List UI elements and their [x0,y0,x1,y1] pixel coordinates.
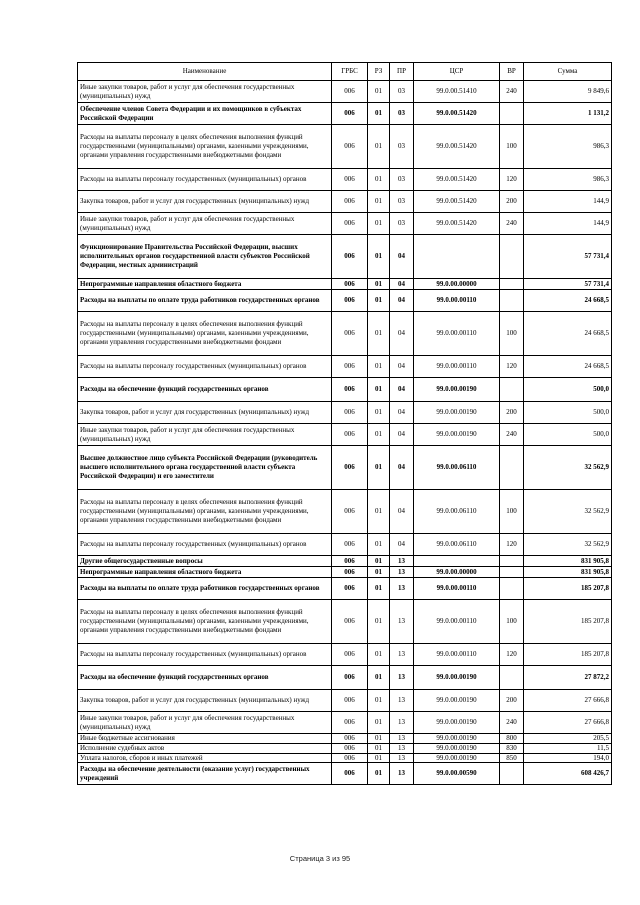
cell-pr: 03 [390,213,414,235]
cell-csr: 99.0.00.51420 [414,191,500,213]
cell-sum: 185 207,8 [524,578,612,600]
cell-sum: 500,0 [524,402,612,424]
cell-pr: 13 [390,666,414,690]
cell-csr: 99.0.00.06110 [414,446,500,490]
cell-pr: 04 [390,235,414,279]
table-body [78,81,612,785]
cell-rz: 01 [368,191,390,213]
cell-name: Расходы на выплаты персоналу государственных (муниципальных) органов [78,644,332,666]
cell-csr: 99.0.00.00110 [414,644,500,666]
cell-grbs: 006 [332,312,368,356]
cell-pr: 03 [390,125,414,169]
table-row [78,753,612,763]
cell-name: Закупка товаров, работ и услуг для государственных (муниципальных) нужд [78,402,332,424]
cell-vr [500,279,524,290]
cell-vr: 800 [500,734,524,744]
cell-grbs: 006 [332,490,368,534]
cell-grbs: 006 [332,356,368,378]
table-row [78,690,612,712]
cell-vr: 200 [500,191,524,213]
cell-vr: 240 [500,712,524,734]
cell-rz: 01 [368,356,390,378]
cell-rz: 01 [368,103,390,125]
cell-rz: 01 [368,235,390,279]
cell-sum: 9 849,6 [524,81,612,103]
cell-vr: 120 [500,356,524,378]
header-rz: РЗ [368,63,390,81]
table-row [78,556,612,567]
table-row [78,712,612,734]
cell-vr: 240 [500,81,524,103]
cell-pr: 03 [390,191,414,213]
cell-name: Расходы на обеспечение деятельности (оказание услуг) государственных учреждений [78,763,332,785]
cell-rz: 01 [368,567,390,578]
cell-vr [500,578,524,600]
cell-vr: 830 [500,743,524,753]
cell-pr: 04 [390,534,414,556]
cell-name: Расходы на выплаты персоналу государственных (муниципальных) органов [78,356,332,378]
cell-sum: 205,5 [524,734,612,744]
cell-grbs: 006 [332,753,368,763]
cell-vr [500,378,524,402]
cell-csr: 99.0.00.00190 [414,402,500,424]
table-row [78,567,612,578]
cell-rz: 01 [368,402,390,424]
cell-sum: 500,0 [524,378,612,402]
cell-grbs: 006 [332,125,368,169]
budget-table-container [77,62,611,785]
cell-sum: 986,3 [524,125,612,169]
cell-vr: 200 [500,402,524,424]
cell-grbs: 006 [332,378,368,402]
cell-grbs: 006 [332,424,368,446]
cell-csr: 99.0.00.00190 [414,712,500,734]
cell-name: Расходы на выплаты персоналу государственных (муниципальных) органов [78,534,332,556]
cell-rz: 01 [368,279,390,290]
cell-csr [414,556,500,567]
cell-grbs: 006 [332,213,368,235]
table-row [78,103,612,125]
cell-name: Расходы на обеспечение функций государственных органов [78,378,332,402]
cell-grbs: 006 [332,666,368,690]
cell-csr: 99.0.00.00190 [414,378,500,402]
cell-sum: 831 905,8 [524,556,612,567]
cell-sum: 185 207,8 [524,600,612,644]
cell-pr: 03 [390,103,414,125]
table-row [78,213,612,235]
cell-rz: 01 [368,734,390,744]
cell-name: Обеспечение членов Совета Федерации и их помощников в субъектах Российской Федерации [78,103,332,125]
cell-grbs: 006 [332,578,368,600]
table-row [78,763,612,785]
header-csr: ЦСР [414,63,500,81]
cell-pr: 04 [390,378,414,402]
cell-csr: 99.0.00.00190 [414,690,500,712]
cell-pr: 13 [390,690,414,712]
cell-sum: 32 562,9 [524,534,612,556]
cell-name: Расходы на выплаты по оплате труда работников государственных органов [78,578,332,600]
cell-grbs: 006 [332,690,368,712]
cell-csr: 99.0.00.06110 [414,490,500,534]
table-row [78,600,612,644]
cell-rz: 01 [368,213,390,235]
cell-pr: 13 [390,712,414,734]
cell-rz: 01 [368,378,390,402]
table-row [78,290,612,312]
cell-rz: 01 [368,763,390,785]
cell-grbs: 006 [332,556,368,567]
cell-name: Расходы на выплаты по оплате труда работников государственных органов [78,290,332,312]
cell-vr: 240 [500,424,524,446]
table-row [78,125,612,169]
cell-grbs: 006 [332,402,368,424]
cell-pr: 04 [390,279,414,290]
cell-vr [500,446,524,490]
cell-rz: 01 [368,690,390,712]
cell-sum: 11,5 [524,743,612,753]
cell-vr: 120 [500,534,524,556]
table-row [78,191,612,213]
cell-sum: 27 666,8 [524,712,612,734]
table-row [78,81,612,103]
cell-vr: 100 [500,600,524,644]
cell-csr: 99.0.00.00190 [414,734,500,744]
cell-rz: 01 [368,534,390,556]
cell-sum: 185 207,8 [524,644,612,666]
cell-rz: 01 [368,81,390,103]
cell-rz: 01 [368,424,390,446]
cell-name: Высшее должностное лицо субъекта Российской Федерации (руководитель высшего исполнительного органа государственной власти субъекта Российской Федерации) и его заместители [78,446,332,490]
table-row [78,402,612,424]
header-vr: ВР [500,63,524,81]
cell-name: Непрограммные направления областного бюджета [78,567,332,578]
cell-vr [500,103,524,125]
header-sum: Сумма [524,63,612,81]
cell-pr: 13 [390,734,414,744]
table-row [78,666,612,690]
cell-sum: 194,0 [524,753,612,763]
cell-pr: 04 [390,424,414,446]
cell-sum: 144,9 [524,213,612,235]
cell-grbs: 006 [332,81,368,103]
cell-sum: 24 668,5 [524,312,612,356]
cell-sum: 57 731,4 [524,235,612,279]
table-row [78,534,612,556]
cell-vr [500,763,524,785]
cell-grbs: 006 [332,235,368,279]
cell-sum: 57 731,4 [524,279,612,290]
cell-grbs: 006 [332,103,368,125]
table-row [78,312,612,356]
cell-rz: 01 [368,753,390,763]
cell-pr: 04 [390,312,414,356]
cell-vr: 100 [500,312,524,356]
cell-csr: 99.0.00.00190 [414,743,500,753]
cell-pr: 04 [390,290,414,312]
cell-vr: 120 [500,169,524,191]
cell-pr: 03 [390,81,414,103]
cell-pr: 04 [390,356,414,378]
cell-pr: 13 [390,763,414,785]
cell-grbs: 006 [332,763,368,785]
cell-name: Иные закупки товаров, работ и услуг для обеспечения государственных (муниципальных) нужд [78,213,332,235]
table-row [78,644,612,666]
cell-csr [414,235,500,279]
table-row [78,279,612,290]
cell-pr: 04 [390,490,414,534]
cell-csr: 99.0.00.00000 [414,567,500,578]
cell-name: Уплата налогов, сборов и иных платежей [78,753,332,763]
cell-vr: 100 [500,490,524,534]
cell-grbs: 006 [332,191,368,213]
cell-csr: 99.0.00.06110 [414,534,500,556]
cell-name: Расходы на выплаты персоналу в целях обеспечения выполнения функций государственными (муниципальными) органами, казенными учреждениями, органами управления государственными внебюджетными фондами [78,490,332,534]
cell-rz: 01 [368,490,390,534]
cell-csr: 99.0.00.00590 [414,763,500,785]
header-name: Наименование [78,63,332,81]
table-row [78,378,612,402]
cell-grbs: 006 [332,534,368,556]
cell-csr: 99.0.00.00190 [414,666,500,690]
cell-grbs: 006 [332,734,368,744]
cell-csr: 99.0.00.00110 [414,578,500,600]
cell-sum: 24 668,5 [524,290,612,312]
cell-grbs: 006 [332,446,368,490]
cell-rz: 01 [368,578,390,600]
cell-csr: 99.0.00.00190 [414,424,500,446]
cell-pr: 13 [390,578,414,600]
cell-name: Расходы на обеспечение функций государственных органов [78,666,332,690]
cell-rz: 01 [368,125,390,169]
cell-name: Иные закупки товаров, работ и услуг для обеспечения государственных (муниципальных) нужд [78,712,332,734]
cell-pr: 13 [390,753,414,763]
cell-pr: 13 [390,644,414,666]
cell-name: Расходы на выплаты персоналу в целях обеспечения выполнения функций государственными (муниципальными) органами, казенными учреждениями, органами управления государственными внебюджетными фондами [78,600,332,644]
cell-vr: 200 [500,690,524,712]
cell-rz: 01 [368,169,390,191]
cell-name: Расходы на выплаты персоналу государственных (муниципальных) органов [78,169,332,191]
table-header-row [78,63,612,81]
cell-csr: 99.0.00.00110 [414,600,500,644]
cell-rz: 01 [368,644,390,666]
cell-vr: 100 [500,125,524,169]
cell-name: Исполнение судебных актов [78,743,332,753]
cell-name: Закупка товаров, работ и услуг для государственных (муниципальных) нужд [78,690,332,712]
cell-csr: 99.0.00.51420 [414,213,500,235]
budget-table [77,62,612,785]
cell-pr: 13 [390,743,414,753]
cell-csr: 99.0.00.51420 [414,103,500,125]
page-number: Страница 3 из 95 [289,854,351,863]
cell-pr: 03 [390,169,414,191]
table-row [78,490,612,534]
header-grbs: ГРБС [332,63,368,81]
cell-name: Функционирование Правительства Российской Федерации, высших исполнительных органов государственной власти субъектов Российской Федерации, местных администраций [78,235,332,279]
cell-grbs: 006 [332,712,368,734]
cell-rz: 01 [368,446,390,490]
cell-name: Закупка товаров, работ и услуг для государственных (муниципальных) нужд [78,191,332,213]
cell-name: Расходы на выплаты персоналу в целях обеспечения выполнения функций государственными (муниципальными) органами, казенными учреждениями, органами управления государственными внебюджетными фондами [78,312,332,356]
table-row [78,169,612,191]
cell-pr: 13 [390,600,414,644]
cell-csr: 99.0.00.00190 [414,753,500,763]
cell-name: Другие общегосударственные вопросы [78,556,332,567]
cell-name: Иные закупки товаров, работ и услуг для обеспечения государственных (муниципальных) нужд [78,81,332,103]
cell-grbs: 006 [332,600,368,644]
cell-pr: 04 [390,446,414,490]
cell-csr: 99.0.00.00110 [414,356,500,378]
cell-grbs: 006 [332,567,368,578]
cell-vr [500,666,524,690]
cell-rz: 01 [368,600,390,644]
table-row [78,356,612,378]
cell-sum: 144,9 [524,191,612,213]
cell-rz: 01 [368,290,390,312]
cell-pr: 13 [390,556,414,567]
cell-rz: 01 [368,712,390,734]
cell-csr: 99.0.00.00110 [414,290,500,312]
cell-name: Непрограммные направления областного бюджета [78,279,332,290]
cell-sum: 608 426,7 [524,763,612,785]
cell-name: Иные бюджетные ассигнования [78,734,332,744]
cell-sum: 32 562,9 [524,446,612,490]
cell-grbs: 006 [332,743,368,753]
cell-csr: 99.0.00.51420 [414,169,500,191]
cell-csr: 99.0.00.51410 [414,81,500,103]
cell-pr: 04 [390,402,414,424]
table-row [78,424,612,446]
cell-sum: 32 562,9 [524,490,612,534]
header-pr: ПР [390,63,414,81]
cell-vr [500,556,524,567]
cell-sum: 24 668,5 [524,356,612,378]
cell-vr: 240 [500,213,524,235]
cell-rz: 01 [368,556,390,567]
cell-sum: 986,3 [524,169,612,191]
cell-grbs: 006 [332,169,368,191]
cell-csr: 99.0.00.51420 [414,125,500,169]
cell-rz: 01 [368,666,390,690]
table-row [78,734,612,744]
cell-name: Расходы на выплаты персоналу в целях обеспечения выполнения функций государственными (муниципальными) органами, казенными учреждениями, органами управления государственными внебюджетными фондами [78,125,332,169]
cell-sum: 27 666,8 [524,690,612,712]
cell-csr: 99.0.00.00000 [414,279,500,290]
cell-name: Иные закупки товаров, работ и услуг для обеспечения государственных (муниципальных) нужд [78,424,332,446]
table-row [78,446,612,490]
cell-vr: 120 [500,644,524,666]
cell-sum: 831 905,8 [524,567,612,578]
table-row [78,743,612,753]
cell-sum: 27 872,2 [524,666,612,690]
cell-vr [500,235,524,279]
cell-csr: 99.0.00.00110 [414,312,500,356]
table-row [78,578,612,600]
cell-grbs: 006 [332,279,368,290]
cell-sum: 500,0 [524,424,612,446]
cell-rz: 01 [368,743,390,753]
cell-vr [500,567,524,578]
cell-grbs: 006 [332,290,368,312]
cell-vr: 850 [500,753,524,763]
cell-sum: 1 131,2 [524,103,612,125]
cell-pr: 13 [390,567,414,578]
cell-rz: 01 [368,312,390,356]
cell-grbs: 006 [332,644,368,666]
table-row [78,235,612,279]
cell-vr [500,290,524,312]
